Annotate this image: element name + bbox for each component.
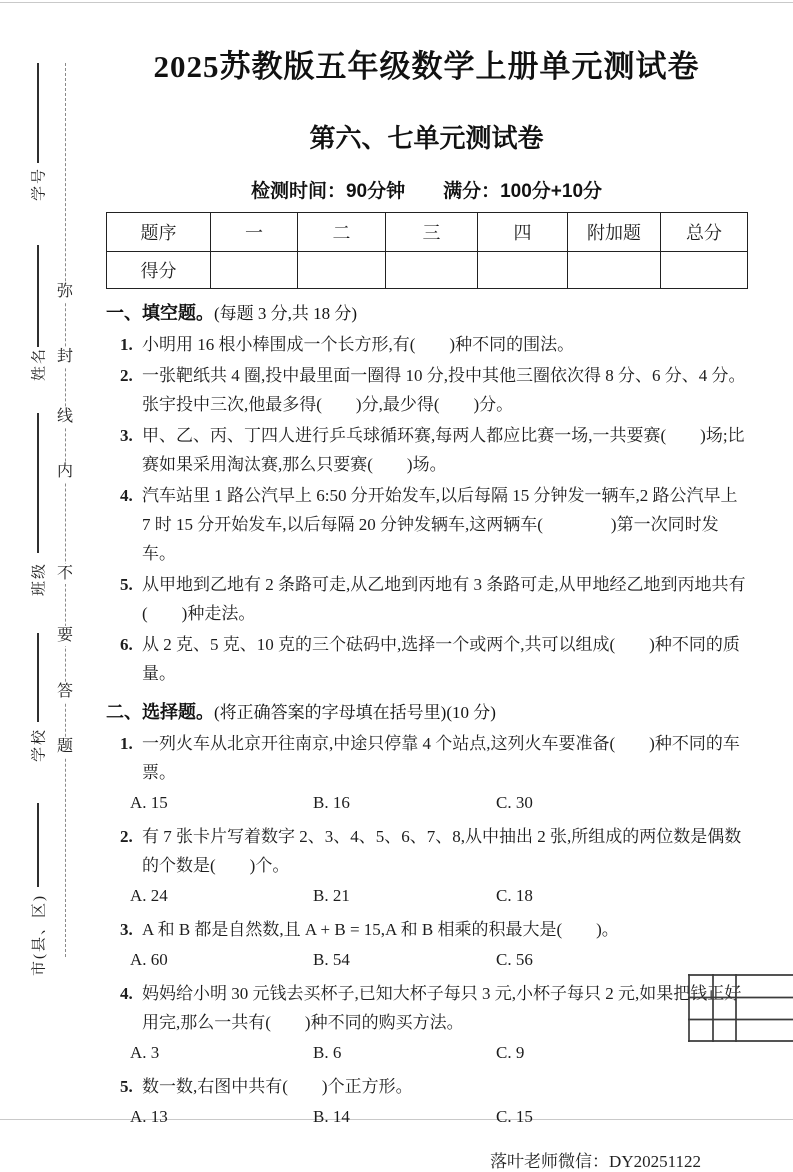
score-table-header-cell: 总分 xyxy=(661,213,748,252)
seal-char: 线 xyxy=(56,408,74,425)
question xyxy=(106,915,747,974)
section1-note: (每题 3 分,共 18 分) xyxy=(214,304,358,323)
option-a: A. 15 xyxy=(130,793,168,812)
question xyxy=(106,570,747,628)
question xyxy=(106,1072,747,1131)
score-table-header-cell: 二 xyxy=(298,213,386,252)
question xyxy=(106,630,747,688)
score-cell xyxy=(568,252,661,289)
question-number: 5. xyxy=(120,1077,133,1096)
score-row-label: 得分 xyxy=(107,252,211,289)
section2-label: 二、选择题。 xyxy=(106,702,214,722)
score-cell xyxy=(211,252,298,289)
question xyxy=(106,481,747,568)
question xyxy=(106,421,747,479)
question xyxy=(106,979,747,1067)
question-number: 1. xyxy=(120,734,133,753)
teacher-wechat-note: 落叶老师微信：DY20251122 xyxy=(490,1152,701,1171)
section2-note: (将正确答案的字母填在括号里)(10 分) xyxy=(214,703,496,722)
score-table-header-cell: 一 xyxy=(211,213,298,252)
question-number: 2. xyxy=(120,827,133,846)
page-top-edge xyxy=(0,2,793,3)
option-b: B. 16 xyxy=(313,793,350,812)
option-b: B. 21 xyxy=(313,886,350,905)
question-text: 一张靶纸共 4 圈,投中最里面一圈得 10 分,投中其他三圈依次得 8 分、6 分、4 分。张宇投中三次,他最多得( )分,最少得( )分。 xyxy=(142,366,746,414)
seal-char: 题 xyxy=(56,738,74,755)
options-row xyxy=(130,1102,747,1131)
margin-blank-line xyxy=(37,245,39,347)
margin-field-student-number: 学号 xyxy=(31,166,48,202)
option-b: B. 6 xyxy=(313,1043,342,1062)
margin-field-school: 学校 xyxy=(31,727,48,763)
question-text: 妈妈给小明 30 元钱去买杯子,已知大杯子每只 3 元,小杯子每只 2 元,如果把钱正好用完,那么一共有( )种不同的购买方法。 xyxy=(142,984,742,1032)
score-cell xyxy=(298,252,386,289)
question-text: A 和 B 都是自然数,且 A + B = 15,A 和 B 相乘的积最大是( )。 xyxy=(142,920,619,939)
exam-full-score: 满分：100分+10分 xyxy=(443,181,603,202)
seal-char: 弥 xyxy=(56,283,74,300)
options-row xyxy=(130,788,747,817)
margin-blank-line xyxy=(37,413,39,553)
question xyxy=(106,330,747,359)
page-subtitle: 第六、七单元测试卷 xyxy=(309,124,544,153)
option-a: A. 24 xyxy=(130,886,168,905)
seal-char: 答 xyxy=(56,683,74,700)
score-cell xyxy=(478,252,568,289)
option-a: A. 60 xyxy=(130,950,168,969)
option-c: C. 18 xyxy=(496,886,533,905)
options-row xyxy=(130,881,747,910)
question-text: 小明用 16 根小棒围成一个长方形,有( )种不同的围法。 xyxy=(142,335,575,354)
seal-char: 封 xyxy=(56,348,74,365)
question-text: 一列火车从北京开往南京,中途只停靠 4 个站点,这列火车要准备( )种不同的车票。 xyxy=(142,734,740,782)
margin-blank-line xyxy=(37,803,39,887)
section1-label: 一、填空题。 xyxy=(106,303,214,323)
seal-dashed-line xyxy=(65,63,66,957)
question xyxy=(106,822,747,910)
score-table-score-row xyxy=(107,252,748,289)
option-a: A. 13 xyxy=(130,1107,168,1126)
margin-blank-line xyxy=(37,633,39,722)
score-table xyxy=(106,212,748,289)
seal-char: 内 xyxy=(56,463,74,480)
score-table-header-cell: 题序 xyxy=(107,213,211,252)
question-number: 4. xyxy=(120,486,133,505)
option-c: C. 9 xyxy=(496,1043,525,1062)
margin-field-city: 市(县、区) xyxy=(31,894,48,976)
question-number: 1. xyxy=(120,335,133,354)
seal-char: 要 xyxy=(56,627,74,644)
option-c: C. 15 xyxy=(496,1107,533,1126)
score-cell xyxy=(661,252,748,289)
question xyxy=(106,361,747,419)
option-c: C. 30 xyxy=(496,793,533,812)
question-text: 汽车站里 1 路公汽早上 6:50 分开始发车,以后每隔 15 分钟发一辆车,2 路公汽早上 7 时 15 分开始发车,以后每隔 20 分钟发辆车,这两辆车( )第一次同时发车。 xyxy=(142,486,738,563)
options-row xyxy=(130,945,747,974)
square-count-grid-figure xyxy=(688,974,793,1042)
section2-heading xyxy=(106,698,747,727)
seal-char: 不 xyxy=(56,565,74,582)
section1-heading xyxy=(106,299,747,328)
score-table-header-cell: 附加题 xyxy=(568,213,661,252)
score-table-header-cell: 四 xyxy=(478,213,568,252)
question xyxy=(106,729,747,817)
margin-blank-line xyxy=(37,63,39,163)
question-text: 数一数,右图中共有( )个正方形。 xyxy=(142,1077,413,1096)
question-text: 从 2 克、5 克、10 克的三个砝码中,选择一个或两个,共可以组成( )种不同的质量。 xyxy=(142,635,740,683)
question-number: 3. xyxy=(120,920,133,939)
options-row xyxy=(130,1038,747,1067)
question-number: 6. xyxy=(120,635,133,654)
option-b: B. 14 xyxy=(313,1107,350,1126)
question-number: 5. xyxy=(120,575,133,594)
score-table-header-cell: 三 xyxy=(386,213,478,252)
question-number: 3. xyxy=(120,426,133,445)
page-title: 2025苏教版五年级数学上册单元测试卷 xyxy=(153,49,700,84)
option-a: A. 3 xyxy=(130,1043,160,1062)
question-text: 有 7 张卡片写着数字 2、3、4、5、6、7、8,从中抽出 2 张,所组成的两位数是偶数的个数是( )个。 xyxy=(142,827,742,875)
question-text: 从甲地到乙地有 2 条路可走,从乙地到丙地有 3 条路可走,从甲地经乙地到丙地共有( )种走法。 xyxy=(142,575,746,623)
option-b: B. 54 xyxy=(313,950,350,969)
option-c: C. 56 xyxy=(496,950,533,969)
margin-field-class: 班级 xyxy=(31,561,48,597)
exam-time: 检测时间：90分钟 xyxy=(250,181,406,202)
main-content xyxy=(106,0,747,1172)
question-number: 4. xyxy=(120,984,133,1003)
score-cell xyxy=(386,252,478,289)
exam-info-line xyxy=(106,180,747,204)
margin-field-name: 姓名 xyxy=(31,346,48,382)
question-number: 2. xyxy=(120,366,133,385)
question-text: 甲、乙、丙、丁四人进行乒乓球循环赛,每两人都应比赛一场,一共要赛( )场;比赛如果采用淘汰赛,那么只要赛( )场。 xyxy=(142,426,745,474)
score-table-header-row xyxy=(107,213,748,252)
